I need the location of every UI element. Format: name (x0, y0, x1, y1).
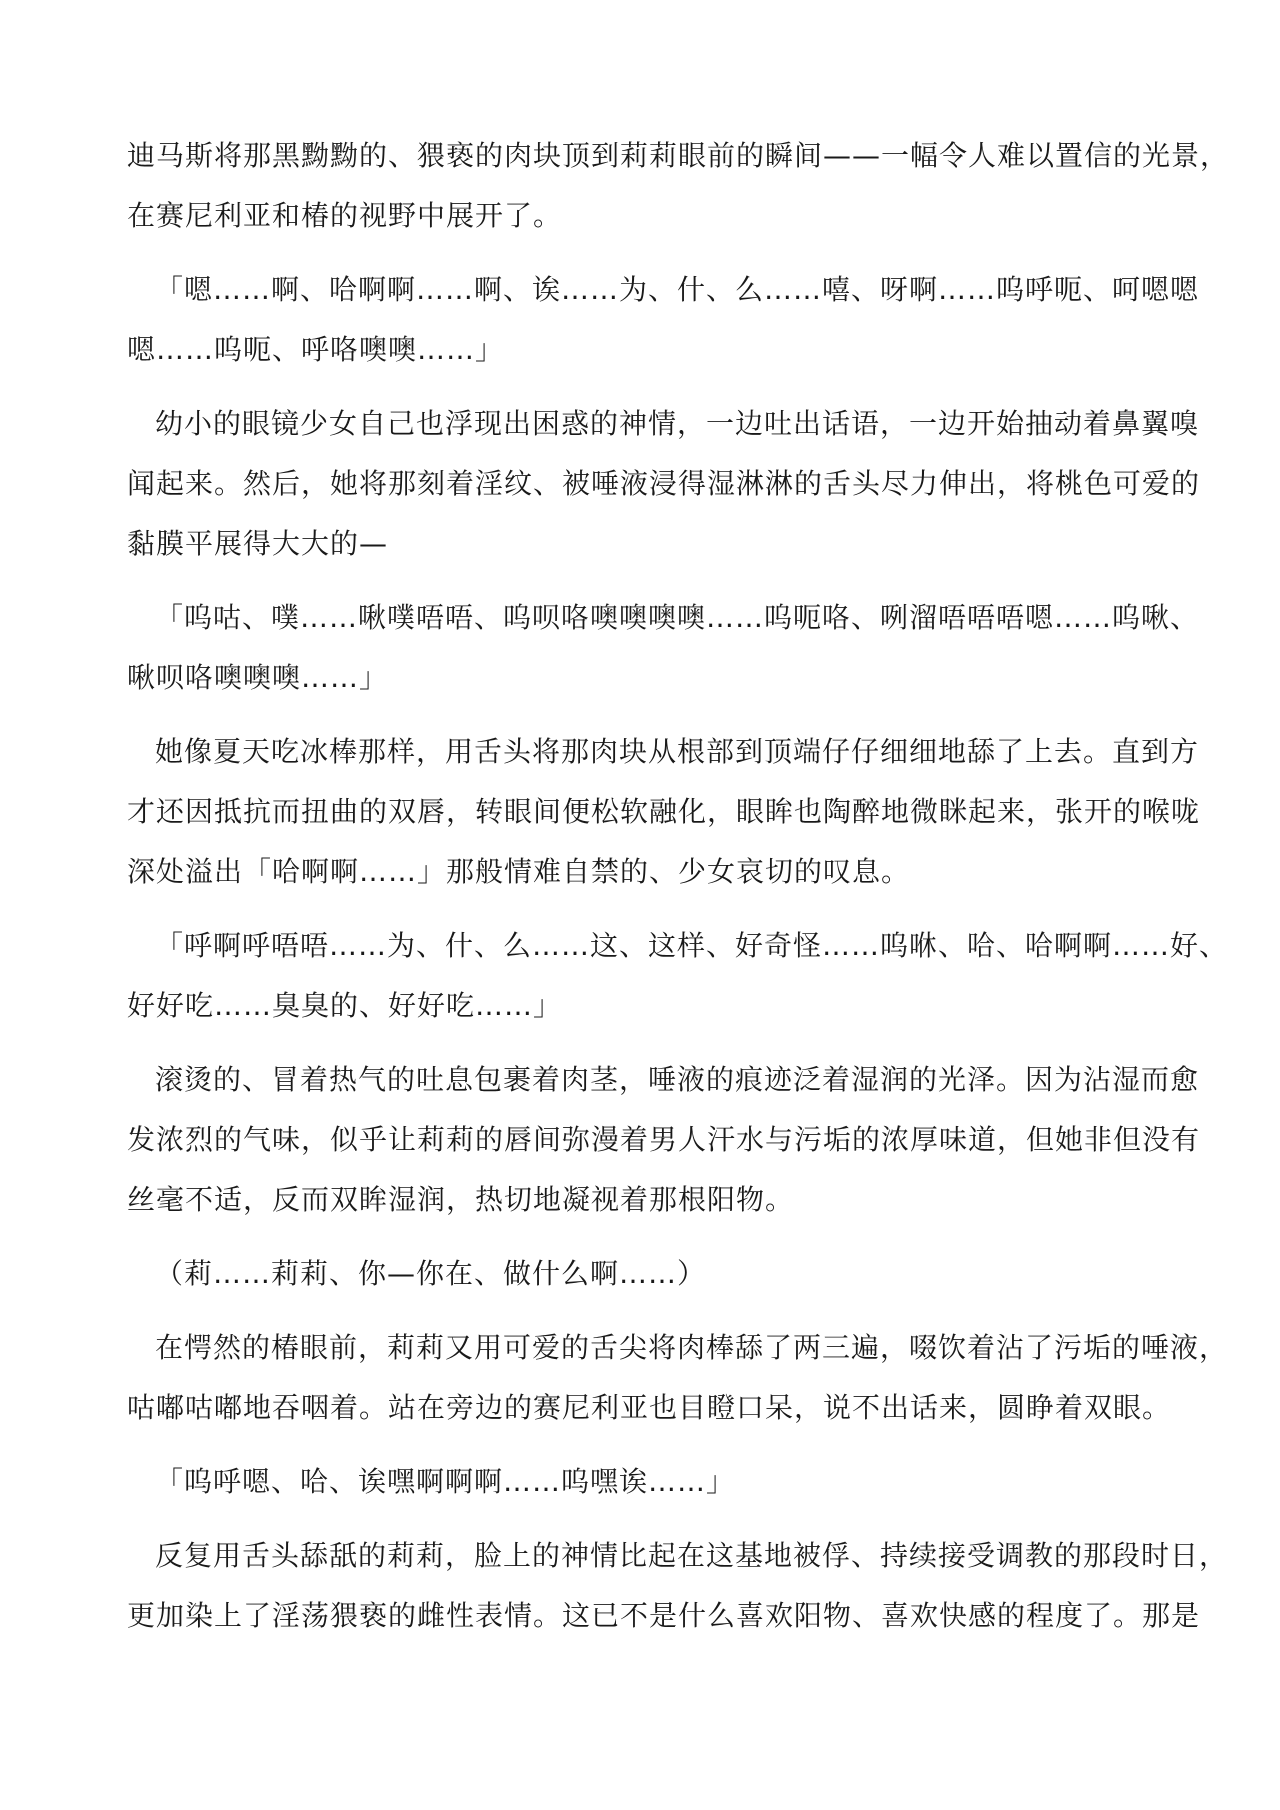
paragraph (127, 394, 1201, 574)
paragraph (127, 1452, 1184, 1512)
text-line: 幼小的眼镜少女自己也浮现出困惑的神情，一边吐出话语，一边开始抽动着鼻翼嗅 (155, 407, 1200, 440)
text-line: 「呼啊呼唔唔……为、什、么……这、这样、好奇怪……呜咻、哈、哈啊啊……好、 (155, 929, 1229, 962)
text-line: 「嗯……啊、哈啊啊……啊、诶……为、什、么……嘻、呀啊……呜呼呃、呵嗯嗯 (155, 273, 1200, 306)
text-line: 啾呗咯噢噢噢……」 (127, 661, 389, 694)
text-line: 在愕然的椿眼前，莉莉又用可爱的舌尖将肉棒舔了两三遍，啜饮着沾了污垢的唾液， (155, 1331, 1229, 1364)
document-body (127, 126, 1230, 1646)
paragraph (127, 588, 1200, 708)
text-line: 「呜呼嗯、哈、诶嘿啊啊啊……呜嘿诶……」 (155, 1465, 736, 1498)
text-line: 迪马斯将那黑黝黝的、猥亵的肉块顶到莉莉眼前的瞬间——一幅令人难以置信的光景， (127, 139, 1230, 172)
paragraph (127, 722, 1201, 902)
text-line: 咕嘟咕嘟地吞咽着。站在旁边的赛尼利亚也目瞪口呆，说不出话来，圆睁着双眼。 (127, 1391, 1172, 1424)
paragraph (127, 260, 1200, 380)
text-line: 滚烫的、冒着热气的吐息包裹着肉茎，唾液的痕迹泛着湿润的光泽。因为沾湿而愈 (155, 1063, 1200, 1096)
paragraph (127, 1526, 1229, 1646)
text-line: （莉……莉莉、你—你在、做什么啊……） (155, 1257, 707, 1290)
text-line: 好好吃……臭臭的、好好吃……」 (127, 989, 563, 1022)
text-line: 发浓烈的气味，似乎让莉莉的唇间弥漫着男人汗水与污垢的浓厚味道，但她非但没有 (127, 1123, 1201, 1156)
paragraph (127, 1244, 1184, 1304)
paragraph (127, 126, 1230, 246)
paragraph (127, 1318, 1229, 1438)
text-line: 在赛尼利亚和椿的视野中展开了。 (127, 199, 563, 232)
paragraph (127, 1050, 1201, 1230)
text-line: 「呜咕、噗……啾噗唔唔、呜呗咯噢噢噢噢……呜呃咯、咧溜唔唔唔嗯……呜啾、 (155, 601, 1200, 634)
paragraph (127, 916, 1229, 1036)
text-line: 反复用舌头舔舐的莉莉，脸上的神情比起在这基地被俘、持续接受调教的那段时日， (155, 1539, 1229, 1572)
text-line: 嗯……呜呃、呼咯噢噢……」 (127, 333, 505, 366)
text-line: 黏膜平展得大大的— (127, 527, 389, 560)
text-line: 闻起来。然后，她将那刻着淫纹、被唾液浸得湿淋淋的舌头尽力伸出，将桃色可爱的 (127, 467, 1201, 500)
text-line: 深处溢出「哈啊啊……」那般情难自禁的、少女哀切的叹息。 (127, 855, 911, 888)
text-line: 她像夏天吃冰棒那样，用舌头将那肉块从根部到顶端仔仔细细地舔了上去。直到方 (155, 735, 1200, 768)
text-line: 才还因抵抗而扭曲的双唇，转眼间便松软融化，眼眸也陶醉地微眯起来，张开的喉咙 (127, 795, 1201, 828)
text-line: 更加染上了淫荡猥亵的雌性表情。这已不是什么喜欢阳物、喜欢快感的程度了。那是 (127, 1599, 1201, 1632)
text-line: 丝毫不适，反而双眸湿润，热切地凝视着那根阳物。 (127, 1183, 795, 1216)
